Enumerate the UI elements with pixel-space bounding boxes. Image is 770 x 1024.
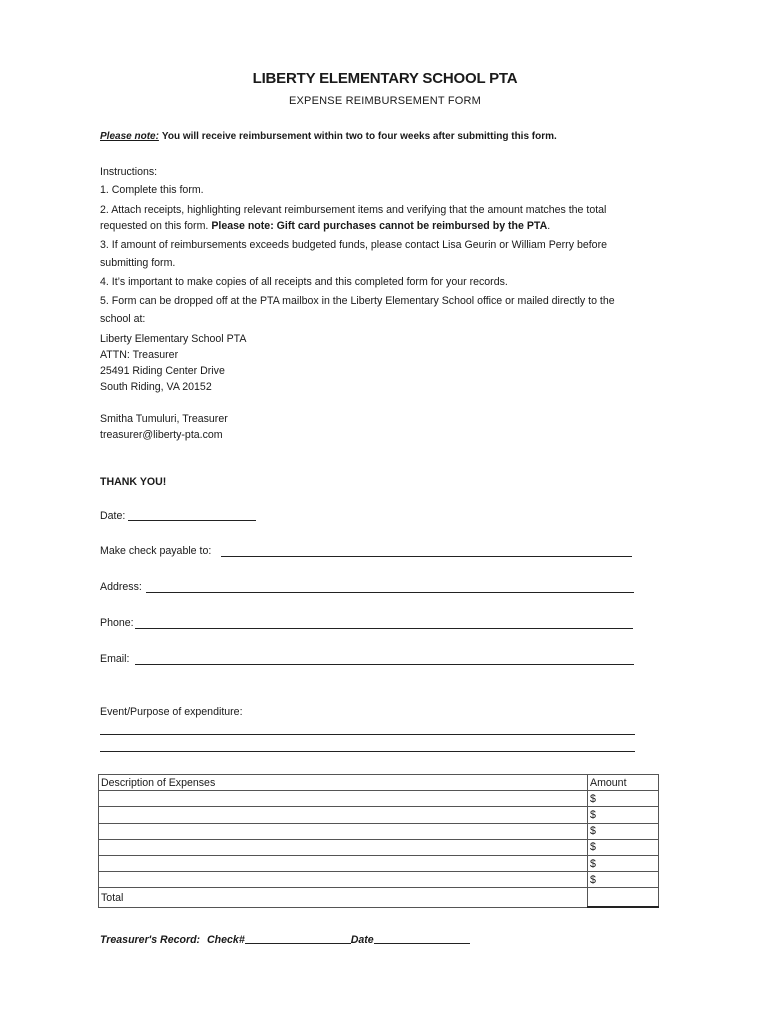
event-purpose-line-2[interactable] (100, 751, 635, 752)
note-label: Please note: (100, 131, 159, 142)
address-line-3: 25491 Riding Center Drive (100, 365, 225, 377)
instructions (100, 164, 615, 327)
phone-field[interactable] (135, 628, 633, 629)
table-header-row (99, 775, 659, 791)
email-field[interactable] (135, 664, 634, 665)
instruction-step-2-text: requested on this form. (100, 220, 209, 232)
address-label: Address: (100, 581, 142, 593)
expense-amount-cell[interactable]: $ (588, 823, 659, 839)
record-date-field[interactable] (374, 943, 470, 944)
payable-field[interactable] (221, 556, 632, 557)
table-row (99, 791, 659, 807)
table-row (99, 872, 659, 888)
table-row (99, 807, 659, 823)
treasurer-name: Smitha Tumuluri, Treasurer (100, 413, 228, 425)
treasurer-contact (100, 411, 228, 443)
expense-amount-cell[interactable]: $ (588, 855, 659, 871)
record-date-label: Date (350, 934, 374, 946)
check-number-label: Check# (207, 934, 245, 946)
payable-label: Make check payable to: (100, 545, 212, 557)
total-row (99, 888, 659, 908)
instruction-step-1: 1. Complete this form. (100, 184, 204, 196)
table-row (99, 839, 659, 855)
table-row (99, 823, 659, 839)
note-text: You will receive reimbursement within two to four weeks after submitting this form. (161, 131, 557, 142)
mailing-address (100, 331, 246, 395)
phone-label: Phone: (100, 617, 134, 629)
treasurers-record (100, 934, 470, 946)
address-line-2: ATTN: Treasurer (100, 349, 179, 361)
table-row (99, 855, 659, 871)
treasurer-email[interactable]: treasurer@liberty-pta.com (100, 429, 223, 441)
total-amount-cell[interactable] (588, 888, 659, 908)
expense-description-cell[interactable] (99, 807, 588, 823)
amount-header: Amount (588, 775, 659, 791)
instruction-step-4: 4. It’s important to make copies of all receipts and this completed form for your records. (100, 276, 508, 288)
total-label: Total (99, 888, 588, 908)
instruction-step-3-cont: submitting form. (100, 257, 176, 269)
expense-amount-cell[interactable]: $ (588, 791, 659, 807)
form-subtitle: EXPENSE REIMBURSEMENT FORM (288, 95, 482, 107)
instruction-step-2: 2. Attach receipts, highlighting relevant reimbursement items and verifying that the amount matches the total (100, 204, 607, 216)
instructions-heading: Instructions: (100, 166, 158, 178)
description-header: Description of Expenses (99, 775, 588, 791)
reimbursement-note (100, 131, 557, 142)
date-label: Date: (100, 510, 126, 522)
thank-you: THANK YOU! (100, 476, 167, 488)
expenses-table (98, 774, 659, 908)
expense-description-cell[interactable] (99, 839, 588, 855)
email-label: Email: (100, 653, 130, 665)
treasurers-record-label: Treasurer's Record: (100, 934, 201, 946)
address-field[interactable] (146, 592, 634, 593)
date-field[interactable] (128, 520, 256, 521)
address-line-4: South Riding, VA 20152 (100, 381, 212, 393)
instruction-step-2-end: . (547, 220, 551, 232)
expense-amount-cell[interactable]: $ (588, 839, 659, 855)
instruction-step-3: 3. If amount of reimbursements exceeds budgeted funds, please contact Lisa Geurin or William Perry before (100, 239, 607, 251)
check-number-field[interactable] (245, 943, 351, 944)
instruction-step-5-cont: school at: (100, 313, 146, 325)
instruction-step-5: 5. Form can be dropped off at the PTA mailbox in the Liberty Elementary School office or mailed directly to the (100, 295, 615, 307)
instruction-step-2-cont (100, 218, 615, 234)
expense-description-cell[interactable] (99, 872, 588, 888)
expense-description-cell[interactable] (99, 855, 588, 871)
expense-amount-cell[interactable]: $ (588, 872, 659, 888)
form-title: LIBERTY ELEMENTARY SCHOOL PTA (252, 70, 518, 87)
address-line-1: Liberty Elementary School PTA (100, 333, 247, 345)
event-purpose-label: Event/Purpose of expenditure: (100, 706, 243, 718)
expense-description-cell[interactable] (99, 823, 588, 839)
event-purpose-line-1[interactable] (100, 734, 635, 735)
expense-description-cell[interactable] (99, 791, 588, 807)
expense-amount-cell[interactable]: $ (588, 807, 659, 823)
gift-card-note: Please note: Gift card purchases cannot be reimbursed by the PTA (211, 220, 548, 232)
